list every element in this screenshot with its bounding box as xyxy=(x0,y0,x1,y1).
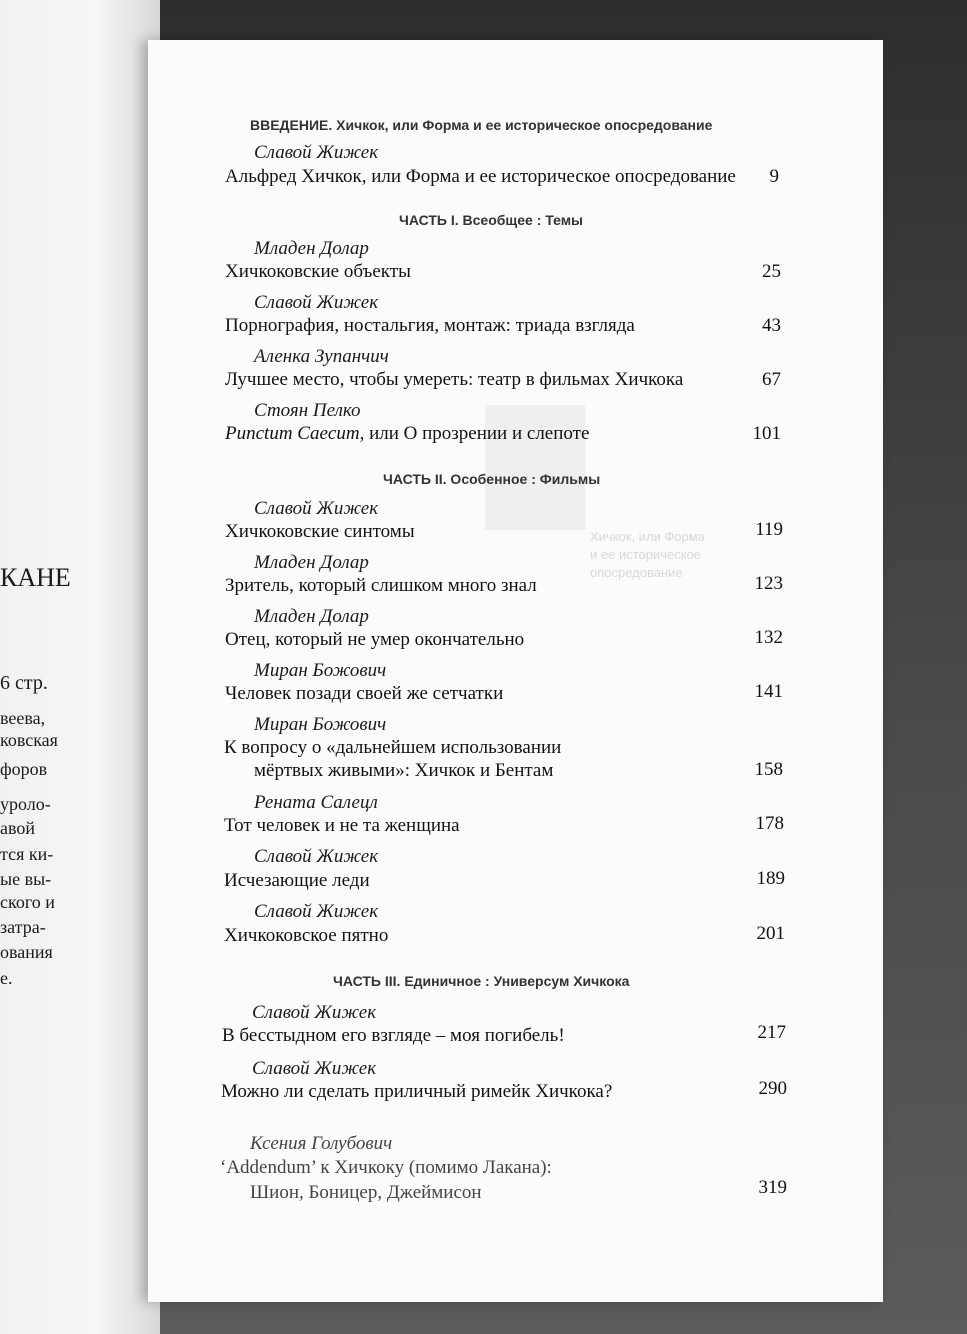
toc-author: Славой Жижек xyxy=(254,901,379,922)
toc-title: Исчезающие леди xyxy=(224,870,370,891)
left-line: авой xyxy=(0,818,35,838)
left-line: ковская xyxy=(0,730,58,750)
toc-author: Рената Салецл xyxy=(254,792,378,813)
toc-title: Хичкоковские синтомы xyxy=(225,521,415,542)
left-heading-fragment: КАНЕ xyxy=(0,563,71,592)
toc-title-line2: Шион, Боницер, Джеймисон xyxy=(250,1182,482,1203)
section-heading-part1: ЧАСТЬ I. Всеобщее : Темы xyxy=(399,212,584,228)
toc-page-number: 201 xyxy=(756,923,785,944)
toc-page-number: 290 xyxy=(758,1078,787,1099)
toc-page-number: 123 xyxy=(754,573,783,594)
toc-title-line2: мёртвых живыми»: Хичкок и Бентам xyxy=(254,760,554,781)
toc-author: Миран Божович xyxy=(254,714,387,735)
toc-title: Отец, который не умер окончательно xyxy=(225,629,525,650)
toc-title xyxy=(225,423,589,445)
left-line: ые вы- xyxy=(0,869,52,889)
toc-title-line1: К вопросу о «дальнейшем использовании xyxy=(224,737,562,758)
section-heading-part3: ЧАСТЬ III. Единичное : Универсум Хичкока xyxy=(333,973,630,989)
toc-page-number: 178 xyxy=(755,813,784,834)
toc-author: Младен Долар xyxy=(254,552,369,573)
toc-title: Порнография, ностальгия, монтаж: триада взгляда xyxy=(225,315,635,336)
toc-page-number: 101 xyxy=(752,423,781,444)
toc-title: Тот человек и не та женщина xyxy=(224,815,460,836)
section-heading-part2: ЧАСТЬ II. Особенное : Фильмы xyxy=(383,471,601,487)
left-line: веева, xyxy=(0,708,46,728)
toc-title: В бесстыдном его взгляде – моя погибель! xyxy=(222,1025,565,1046)
toc-title: Альфред Хичкок, или Форма и ее историческое опосредование xyxy=(225,166,736,187)
toc-author: Славой Жижек xyxy=(254,498,379,519)
toc-page-number: 67 xyxy=(762,369,781,390)
toc-author: Славой Жижек xyxy=(252,1058,377,1079)
toc-page-number: 158 xyxy=(754,759,783,780)
toc-page-number: 132 xyxy=(754,627,783,648)
toc-page-number: 319 xyxy=(758,1177,787,1198)
left-line: ования xyxy=(0,942,53,962)
toc-title: Человек позади своей же сетчатки xyxy=(225,683,504,704)
toc-author: Младен Долар xyxy=(254,238,369,259)
left-pages-fragment: 6 стр. xyxy=(0,672,48,694)
toc-author: Младен Долар xyxy=(254,606,369,627)
toc-title: Хичкоковские объекты xyxy=(225,261,411,282)
section-heading-intro: ВВЕДЕНИЕ. Хичкок, или Форма и ее историческое опосредование xyxy=(250,117,713,133)
left-page xyxy=(0,0,160,1334)
toc-title: Зритель, который слишком много знал xyxy=(225,575,537,596)
toc-title: Хичкоковское пятно xyxy=(224,925,389,946)
toc-page-number: 43 xyxy=(762,315,781,336)
toc-title-italic: Punctum Caecum xyxy=(225,423,360,444)
toc-author: Миран Божович xyxy=(254,660,387,681)
left-line: уроло- xyxy=(0,794,51,814)
toc-author: Ксения Голубович xyxy=(250,1133,393,1154)
toc-page-number: 25 xyxy=(762,261,781,282)
toc-title-rest: , или О прозрении и слепоте xyxy=(359,423,590,444)
left-line: тся ки- xyxy=(0,844,54,864)
toc-page-number: 189 xyxy=(756,868,785,889)
toc-title: Можно ли сделать приличный римейк Хичкока? xyxy=(221,1081,613,1102)
show-through-text: Хичкок, или Форма и ее историческое опосредование xyxy=(590,529,705,580)
toc-author: Славой Жижек xyxy=(254,142,379,163)
toc-title-line1: ‘Addendum’ к Хичкоку (помимо Лакана): xyxy=(220,1157,552,1178)
toc-page-number: 9 xyxy=(769,166,779,187)
toc-author: Славой Жижек xyxy=(254,846,379,867)
toc-page-number: 119 xyxy=(755,519,783,540)
left-line: затра- xyxy=(0,917,46,937)
toc-author: Аленка Зупанчич xyxy=(254,346,389,367)
toc-author: Славой Жижек xyxy=(252,1002,377,1023)
toc-author: Стоян Пелко xyxy=(254,400,361,421)
left-line: ского и xyxy=(0,892,55,912)
left-line: форов xyxy=(0,759,48,779)
toc-page-number: 141 xyxy=(754,681,783,702)
toc-title: Лучшее место, чтобы умереть: театр в фильмах Хичкока xyxy=(225,369,684,390)
toc-page-number: 217 xyxy=(757,1022,786,1043)
toc-author: Славой Жижек xyxy=(254,292,379,313)
left-line: е. xyxy=(0,968,13,988)
